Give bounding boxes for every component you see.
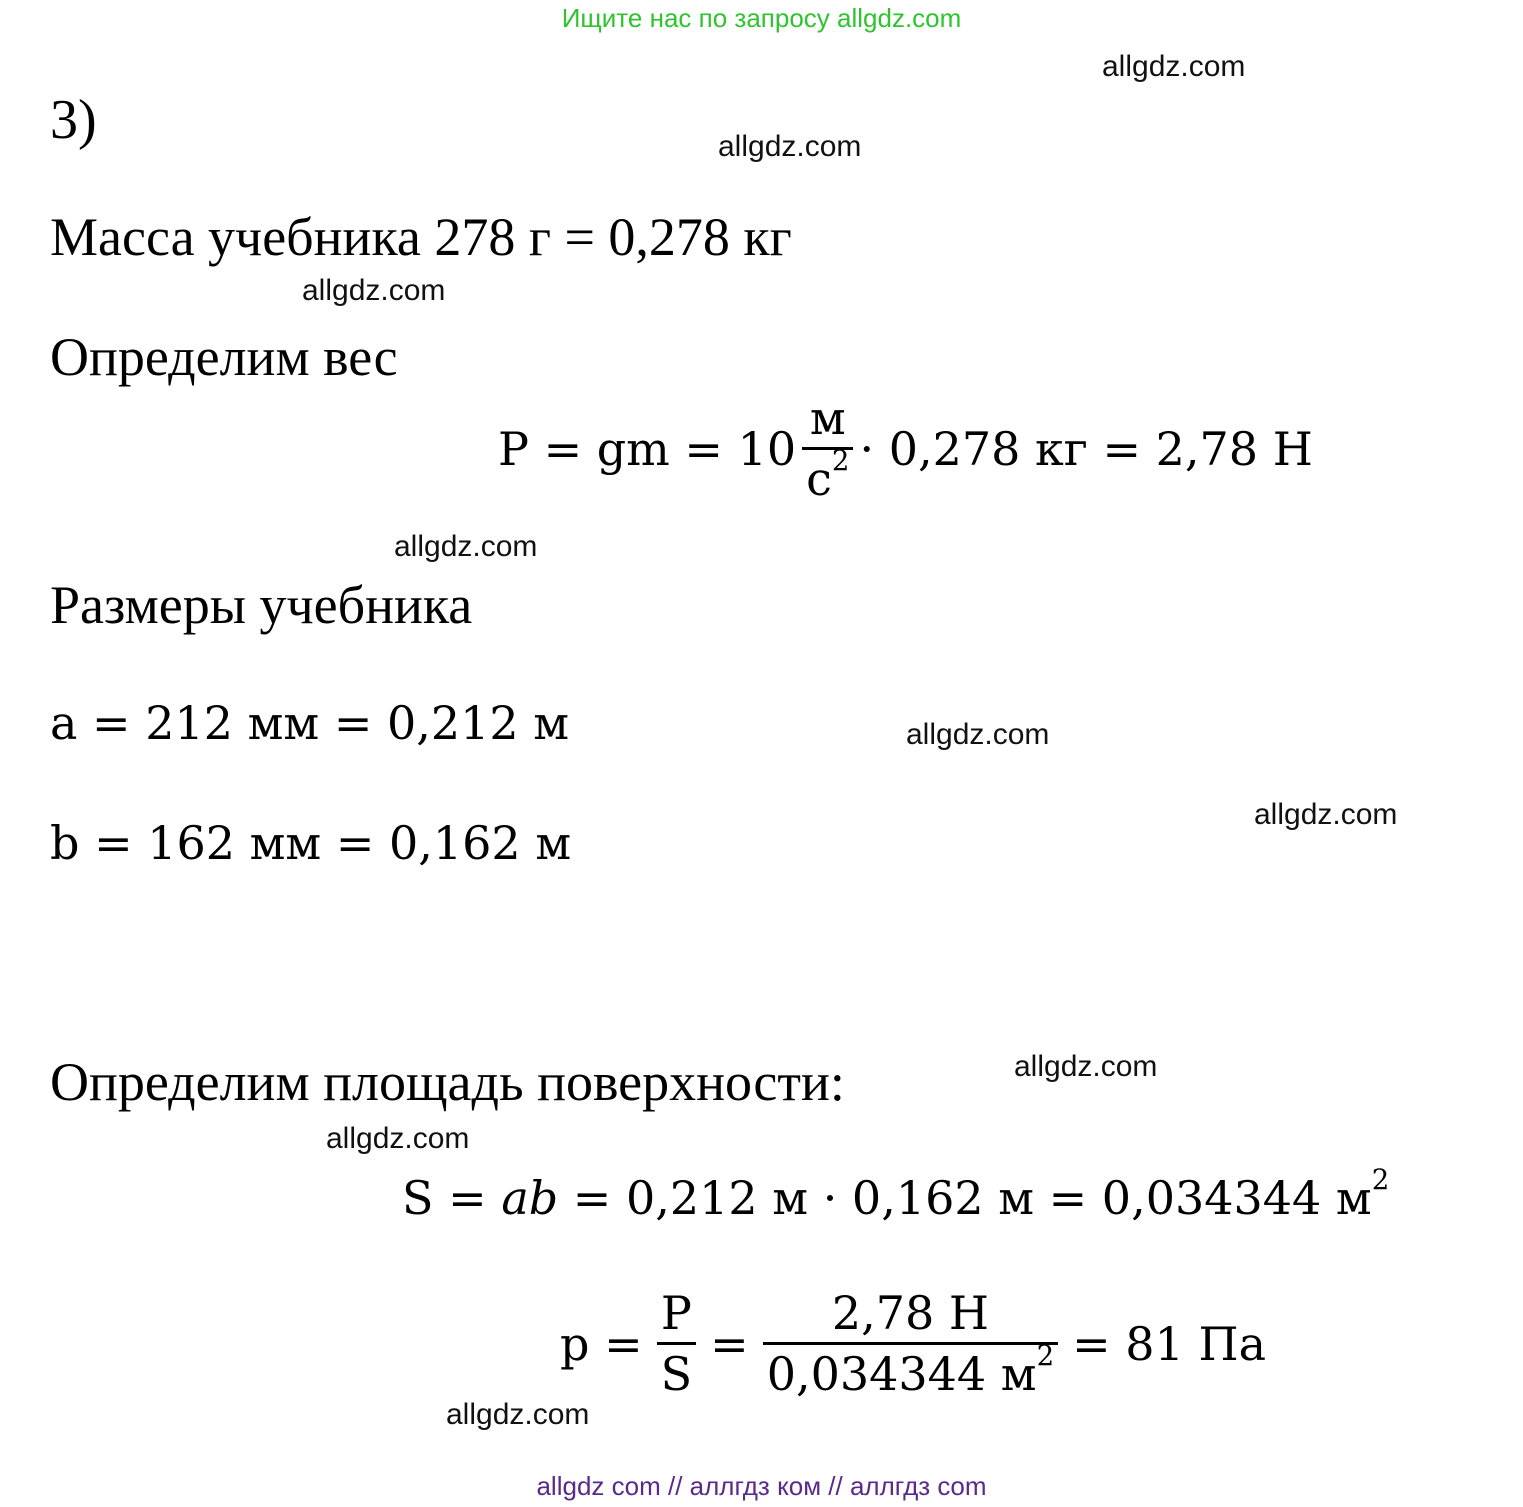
watermark: allgdz.com <box>1102 50 1246 83</box>
pressure-fraction-symbolic: $\frac{P}{S}$ <box>657 1290 697 1397</box>
weight-formula-rhs: · 0,278 кг = 2,78 Н <box>859 421 1313 476</box>
search-banner: Ищите нас по запросу allgdz.com <box>561 3 962 33</box>
dimensions-heading: Размеры учебника <box>50 575 473 635</box>
watermark: allgdz.com <box>1014 1050 1158 1083</box>
watermark: allgdz.com <box>1254 798 1398 831</box>
watermark: allgdz.com <box>718 130 862 163</box>
weight-formula <box>498 391 1313 506</box>
footer-links: allgdz com // аллгдз ком // аллгдз com <box>536 1471 987 1501</box>
weight-formula-lhs: P = gm = 10 <box>498 421 797 476</box>
watermark: allgdz.com <box>906 718 1050 751</box>
pressure-fraction-numeric: $\frac{2,78 Н}{0,034344 м^2}$ <box>763 1290 1058 1397</box>
weight-fraction-numerator: м <box>809 391 846 445</box>
area-formula: S = ab = 0,212 м · 0,162 м = 0,034344 $м^2$ <box>402 1163 1390 1225</box>
watermark: allgdz.com <box>302 274 446 307</box>
area-heading: Определим площадь поверхности: <box>50 1052 845 1112</box>
pressure-result: = 81 Па <box>1072 1316 1267 1371</box>
watermark: allgdz.com <box>394 530 538 563</box>
pressure-formula: p = $\frac{P}{S}$ = $\frac{2,78 Н}{0,034344 м^2}$ = 81 Па <box>560 1286 1267 1401</box>
weight-fraction-denominator: $с^2$ <box>802 447 853 502</box>
pressure-lhs: p = <box>560 1316 643 1371</box>
dimension-a: a = 212 мм = 0,212 м <box>50 696 570 750</box>
weight-heading: Определим вес <box>50 327 398 387</box>
watermark: allgdz.com <box>446 1398 590 1431</box>
task-number: 3) <box>50 89 97 151</box>
mass-line: Масса учебника 278 г = 0,278 кг <box>50 207 792 267</box>
watermark: allgdz.com <box>326 1122 470 1155</box>
dimension-b: b = 162 мм = 0,162 м <box>50 816 572 870</box>
weight-fraction <box>802 391 853 506</box>
